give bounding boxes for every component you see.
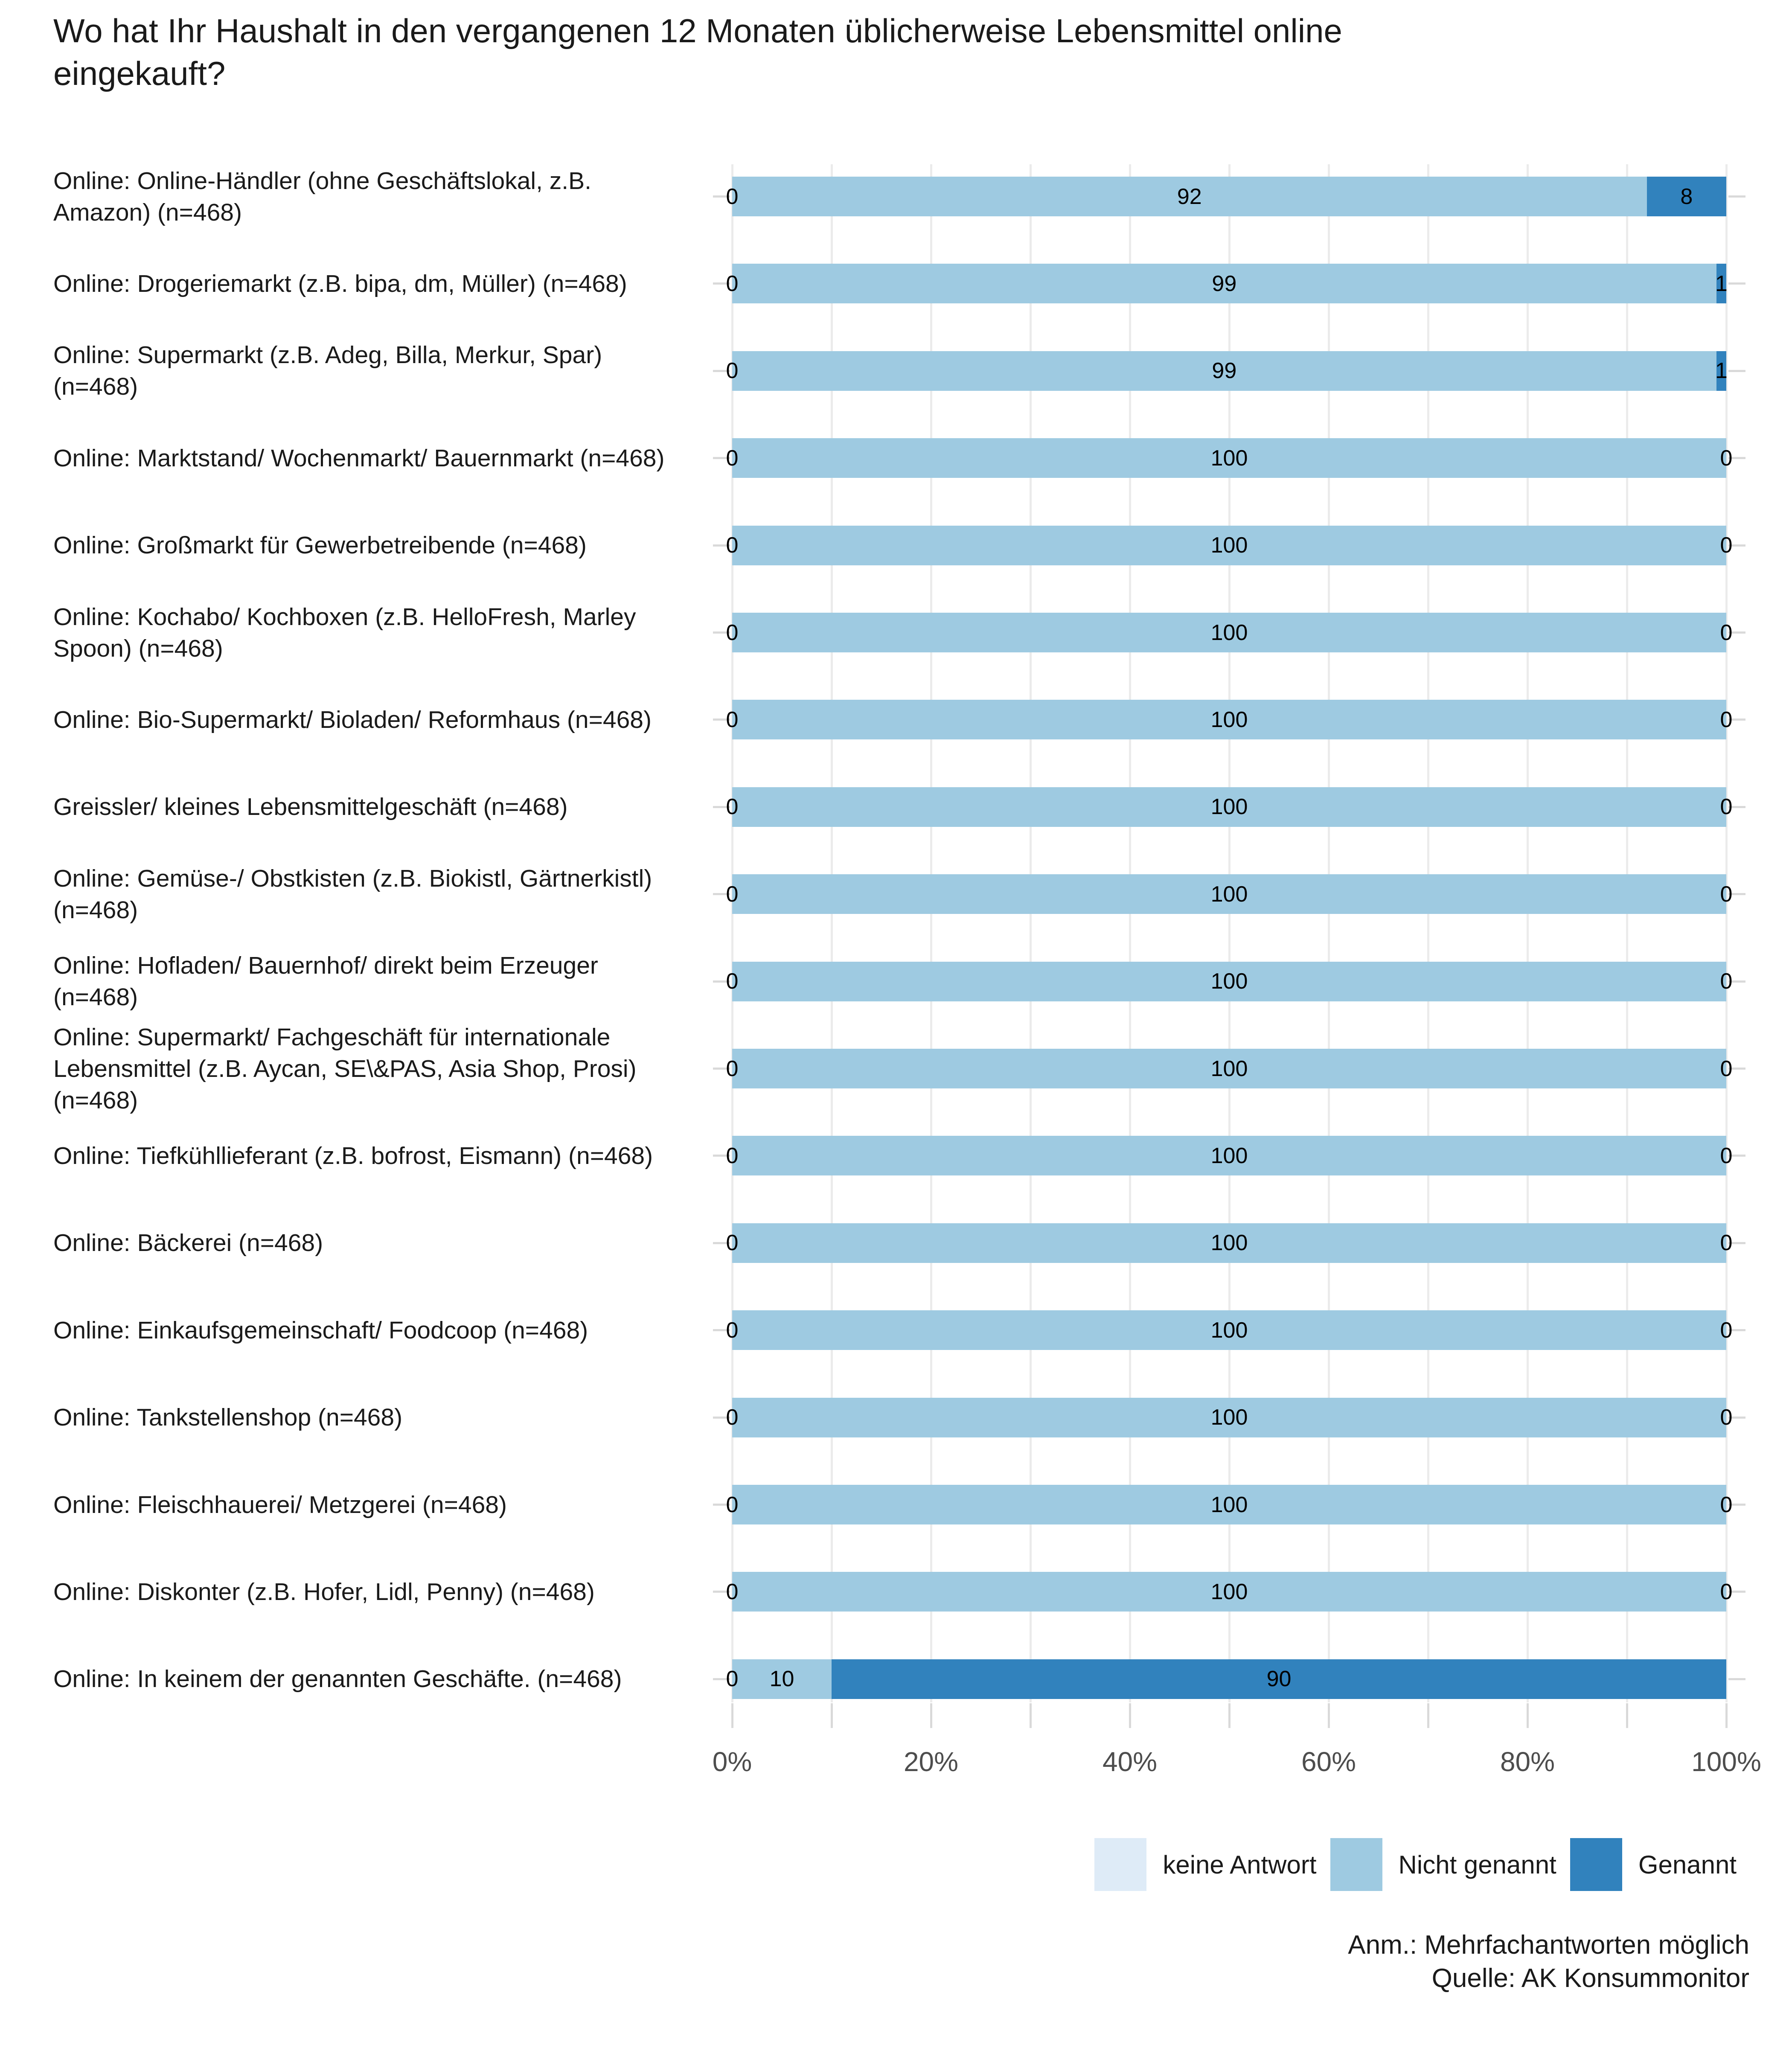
category-label: Online: Einkaufsgemeinschaft/ Foodcoop (n=468)	[53, 1316, 588, 1344]
x-axis-tick	[1030, 1703, 1032, 1728]
x-axis-tick	[1129, 1703, 1131, 1728]
value-label: 0	[726, 1579, 739, 1604]
value-label: 0	[726, 358, 739, 384]
y-axis-tick-right	[1728, 282, 1745, 285]
category-label: Online: Großmarkt für Gewerbetreibende (n=468)	[53, 532, 587, 559]
gridline	[930, 164, 932, 1702]
legend-item-genannt	[1570, 1838, 1737, 1891]
x-axis-tick-label: 60%	[1301, 1746, 1356, 1777]
gridline	[1626, 164, 1628, 1702]
x-axis-tick	[731, 1703, 733, 1728]
gridline	[1228, 164, 1231, 1702]
value-label: 0	[726, 1405, 739, 1430]
y-axis-tick-right	[1728, 1678, 1745, 1680]
gridline	[731, 164, 733, 1702]
category-label: Online: Diskonter (z.B. Hofer, Lidl, Penny) (n=468)	[53, 1578, 595, 1606]
value-label: 1	[1715, 358, 1728, 384]
x-axis-tick-label: 20%	[903, 1746, 959, 1777]
x-axis-tick	[930, 1703, 932, 1728]
legend-item-label: Genannt	[1638, 1850, 1737, 1879]
value-label: 0	[726, 1318, 739, 1343]
y-axis-tick-right	[1728, 370, 1745, 372]
category-label: Online: Tankstellenshop (n=468)	[53, 1404, 403, 1431]
value-label: 100	[1210, 1056, 1248, 1081]
category-label: Online: Fleischhauerei/ Metzgerei (n=468)	[53, 1491, 507, 1519]
value-label: 0	[726, 271, 739, 296]
category-label: Online: In keinem der genannten Geschäfte. (n=468)	[53, 1665, 622, 1693]
value-label: 100	[1210, 1143, 1248, 1168]
value-label: 1	[1715, 271, 1728, 296]
legend-item-keine-antwort	[1094, 1838, 1316, 1891]
legend-item-nicht-genannt	[1330, 1838, 1556, 1891]
category-label: Online: Bio-Supermarkt/ Bioladen/ Reformhaus (n=468)	[53, 706, 652, 733]
value-label: 8	[1680, 184, 1693, 209]
value-label: 100	[1210, 1492, 1248, 1517]
x-axis-tick-label: 40%	[1102, 1746, 1158, 1777]
value-label: 100	[1210, 1231, 1248, 1256]
value-label: 0	[726, 184, 739, 209]
value-label: 0	[726, 1667, 739, 1692]
legend-item-label: keine Antwort	[1163, 1850, 1317, 1879]
x-axis-tick-label: 0%	[712, 1746, 752, 1777]
value-label: 0	[1720, 1056, 1733, 1081]
value-label: 0	[1720, 707, 1733, 732]
value-label: 0	[726, 533, 739, 558]
category-label: Greissler/ kleines Lebensmittelgeschäft (n=468)	[53, 793, 568, 821]
value-label: 0	[1720, 1318, 1733, 1343]
gridline	[1725, 164, 1728, 1702]
chart-notes	[1348, 1929, 1749, 1995]
chart-note-line: Anm.: Mehrfachantworten möglich	[1348, 1930, 1749, 1960]
value-label: 100	[1210, 707, 1248, 732]
legend-swatch-genannt	[1570, 1838, 1622, 1891]
value-label: 100	[1210, 1405, 1248, 1430]
category-label: Online: Kochabo/ Kochboxen (z.B. HelloFresh, Marley Spoon) (n=468)	[53, 603, 636, 662]
value-label: 0	[1720, 1405, 1733, 1430]
value-label: 100	[1210, 794, 1248, 820]
value-label: 0	[1720, 881, 1733, 907]
legend-swatch-keine-antwort	[1094, 1838, 1146, 1891]
value-label: 92	[1177, 184, 1202, 209]
legend	[1094, 1838, 1737, 1891]
value-label: 90	[1266, 1667, 1292, 1692]
value-label: 0	[1720, 1492, 1733, 1517]
gridline	[1328, 164, 1330, 1702]
value-label: 0	[1720, 620, 1733, 645]
category-label: Online: Gemüse-/ Obstkisten (z.B. Biokistl, Gärtnerkistl) (n=468)	[53, 864, 652, 924]
chart-note-line: Quelle: AK Konsummonitor	[1431, 1964, 1749, 1993]
category-label: Online: Bäckerei (n=468)	[53, 1229, 323, 1257]
value-label: 0	[1720, 533, 1733, 558]
value-label: 0	[726, 794, 739, 820]
value-label: 100	[1210, 1318, 1248, 1343]
category-label: Online: Tiefkühllieferant (z.B. bofrost, Eismann) (n=468)	[53, 1142, 653, 1169]
x-axis-tick-label: 100%	[1691, 1746, 1761, 1777]
value-label: 0	[726, 707, 739, 732]
gridline	[831, 164, 833, 1702]
category-label: Online: Drogeriemarkt (z.B. bipa, dm, Müller) (n=468)	[53, 270, 627, 297]
gridline	[1527, 164, 1529, 1702]
gridline	[1129, 164, 1131, 1702]
y-axis-tick-right	[1728, 195, 1745, 198]
value-label: 0	[726, 881, 739, 907]
value-label: 0	[726, 1492, 739, 1517]
gridline	[1427, 164, 1429, 1702]
value-label: 0	[1720, 1231, 1733, 1256]
value-label: 10	[769, 1667, 794, 1692]
category-label: Online: Hofladen/ Bauernhof/ direkt beim Erzeuger (n=468)	[53, 952, 598, 1011]
legend-swatch-nicht-genannt	[1330, 1838, 1382, 1891]
value-label: 0	[726, 620, 739, 645]
value-label: 100	[1210, 881, 1248, 907]
category-label: Online: Online-Händler (ohne Geschäftslokal, z.B. Amazon) (n=468)	[53, 167, 591, 226]
value-label: 99	[1212, 358, 1237, 384]
value-label: 0	[1720, 1143, 1733, 1168]
value-label: 100	[1210, 533, 1248, 558]
x-axis-tick	[1626, 1703, 1628, 1728]
value-label: 0	[726, 969, 739, 994]
value-label: 0	[1720, 1579, 1733, 1604]
x-axis-tick	[1328, 1703, 1330, 1728]
value-label: 0	[726, 1056, 739, 1081]
x-axis-tick	[1427, 1703, 1429, 1728]
value-label: 0	[726, 1143, 739, 1168]
value-label: 100	[1210, 1579, 1248, 1604]
category-label: Online: Supermarkt/ Fachgeschäft für internationale Lebensmittel (z.B. Aycan, SE\&PAS, Asia Shop, Prosi) (n=468)	[53, 1023, 637, 1114]
value-label: 0	[1720, 445, 1733, 471]
x-axis-tick	[1725, 1703, 1728, 1728]
value-label: 100	[1210, 969, 1248, 994]
value-label: 0	[1720, 969, 1733, 994]
legend-item-label: Nicht genannt	[1398, 1850, 1556, 1879]
category-label: Online: Supermarkt (z.B. Adeg, Billa, Merkur, Spar) (n=468)	[53, 341, 602, 401]
value-label: 100	[1210, 445, 1248, 471]
value-label: 0	[1720, 794, 1733, 820]
value-label: 100	[1210, 620, 1248, 645]
category-label: Online: Marktstand/ Wochenmarkt/ Bauernmarkt (n=468)	[53, 444, 665, 472]
gridline	[1030, 164, 1032, 1702]
value-label: 0	[726, 1231, 739, 1256]
x-axis-tick	[831, 1703, 833, 1728]
x-axis-tick	[1527, 1703, 1529, 1728]
x-axis-tick-label: 80%	[1500, 1746, 1555, 1777]
chart-title: Wo hat Ihr Haushalt in den vergangenen 12 Monaten üblicherweise Lebensmittel online eingekauft?	[53, 12, 1342, 92]
value-label: 99	[1212, 271, 1237, 296]
value-label: 0	[726, 445, 739, 471]
x-axis-tick	[1228, 1703, 1231, 1728]
